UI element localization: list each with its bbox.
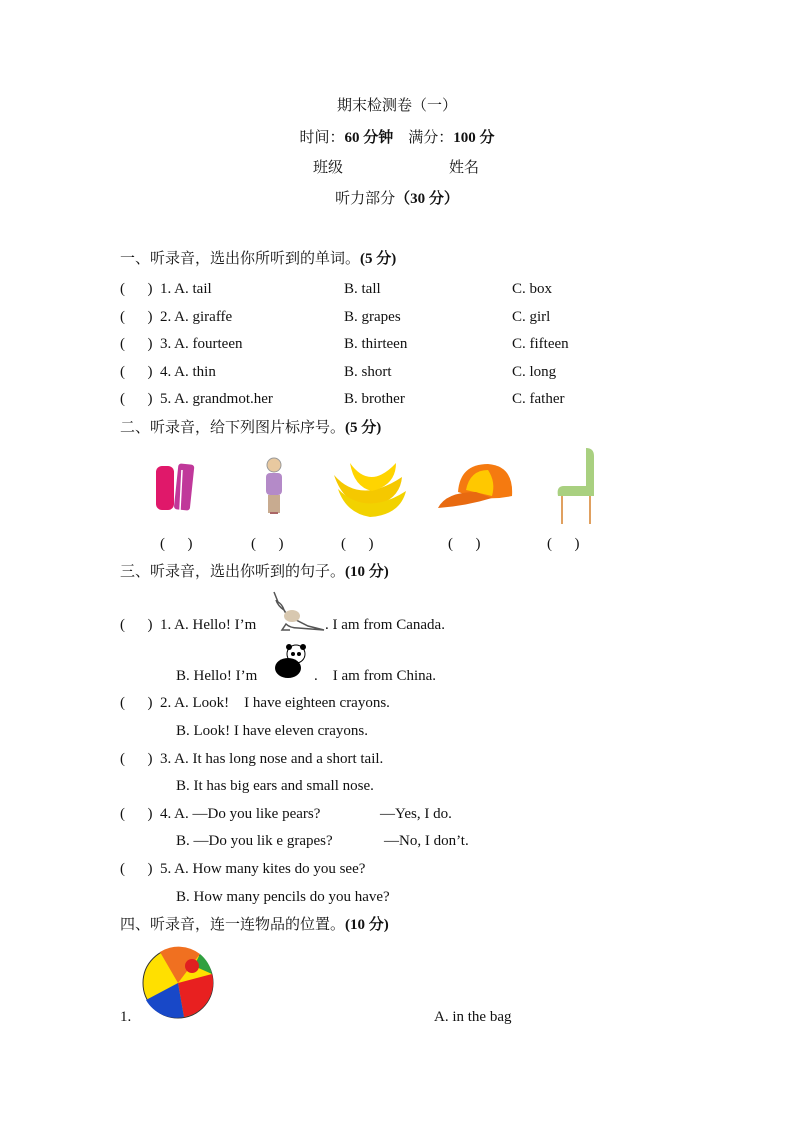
option-b: B. short — [344, 364, 392, 380]
q1-option-a-end: . I am from Canada. — [325, 617, 445, 633]
part-label: 听力部分 — [335, 191, 396, 207]
answer-paren[interactable]: ( ) — [120, 617, 153, 633]
section-score: (5 分) — [345, 420, 382, 436]
option-c: C. father — [512, 391, 565, 407]
section-title-text: 一、听录音，选出你所听到的单词。 — [120, 251, 361, 267]
sentence-option: B. It has big ears and small nose. — [176, 778, 374, 794]
section-title-text: 二、听录音，给下列图片标序号。 — [120, 420, 346, 436]
answer-paren[interactable]: ( ) — [120, 364, 153, 380]
q1-option-b-end: . I am from China. — [314, 668, 437, 684]
kangaroo-picture — [268, 590, 326, 632]
score-value: 100 分 — [453, 130, 495, 146]
answer-paren[interactable]: ( ) — [120, 336, 153, 352]
section-2-title — [120, 419, 381, 437]
sentence-option: 4. A. —Do you like pears? — [160, 806, 321, 822]
class-label: 班级 — [313, 160, 344, 176]
score-label: 满分： — [408, 130, 454, 146]
cap-picture — [436, 462, 516, 512]
beach-ball-picture — [140, 944, 216, 1022]
section-score: (10 分) — [345, 917, 389, 933]
sentence-reply: —Yes, I do. — [380, 806, 452, 822]
picture-answer-2[interactable]: ( ) — [251, 536, 284, 552]
answer-paren[interactable]: ( ) — [120, 281, 153, 297]
page-title: 期末检测卷（一） — [336, 98, 458, 114]
bananas-picture — [330, 455, 410, 519]
section-score: (5 分) — [360, 251, 397, 267]
answer-paren[interactable]: ( ) — [120, 309, 153, 325]
grandmother-picture — [258, 455, 290, 519]
panda-picture — [270, 642, 314, 682]
item-number: 1. — [120, 1009, 132, 1025]
picture-answer-4[interactable]: ( ) — [448, 536, 481, 552]
option-a: 2. A. giraffe — [160, 309, 233, 325]
option-a: 5. A. grandmot.her — [160, 391, 273, 407]
sentence-option: B. —Do you lik e grapes? — [176, 833, 333, 849]
option-c: C. girl — [512, 309, 551, 325]
option-a: 3. A. fourteen — [160, 336, 243, 352]
picture-answer-3[interactable]: ( ) — [341, 536, 374, 552]
option-a: 1. A. tail — [160, 281, 212, 297]
answer-paren[interactable]: ( ) — [120, 806, 153, 822]
name-label: 姓名 — [449, 160, 480, 176]
answer-paren[interactable]: ( ) — [120, 861, 153, 877]
section-1-title — [120, 250, 396, 268]
sentence-option: B. Look! I have eleven crayons. — [176, 723, 369, 739]
section-3-title — [120, 563, 389, 581]
option-c: C. long — [512, 364, 557, 380]
section-score: (10 分) — [345, 564, 389, 580]
pants-picture — [150, 458, 210, 516]
option-c: C. fifteen — [512, 336, 569, 352]
sentence-reply: —No, I don’t. — [384, 833, 469, 849]
part-score: （30 分） — [395, 191, 459, 207]
sentence-option: 5. A. How many kites do you see? — [160, 861, 366, 877]
q1-option-b-start: B. Hello! I’m — [176, 668, 258, 684]
time-value: 60 分钟 — [344, 130, 394, 146]
q1-option-a-start: 1. A. Hello! I’m — [160, 617, 257, 633]
answer-paren[interactable]: ( ) — [120, 751, 153, 767]
exam-info — [299, 129, 494, 147]
picture-answer-5[interactable]: ( ) — [547, 536, 580, 552]
section-title-text: 四、听录音，连一连物品的位置。 — [120, 917, 346, 933]
section-title-text: 三、听录音，选出你听到的句子。 — [120, 564, 346, 580]
option-c: C. box — [512, 281, 553, 297]
time-label: 时间： — [299, 130, 345, 146]
picture-answer-1[interactable]: ( ) — [160, 536, 193, 552]
sentence-option: 2. A. Look! I have eighteen crayons. — [160, 695, 390, 711]
option-a: 4. A. thin — [160, 364, 216, 380]
sentence-option: B. How many pencils do you have? — [176, 889, 390, 905]
match-option-a[interactable]: A. in the bag — [434, 1009, 512, 1025]
section-4-title — [120, 916, 389, 934]
option-b: B. brother — [344, 391, 405, 407]
answer-paren[interactable]: ( ) — [120, 391, 153, 407]
part-heading — [335, 190, 459, 208]
answer-paren[interactable]: ( ) — [120, 695, 153, 711]
sentence-option: 3. A. It has long nose and a short tail. — [160, 751, 384, 767]
option-b: B. grapes — [344, 309, 401, 325]
option-b: B. thirteen — [344, 336, 408, 352]
option-b: B. tall — [344, 281, 381, 297]
chair-picture — [552, 446, 596, 526]
